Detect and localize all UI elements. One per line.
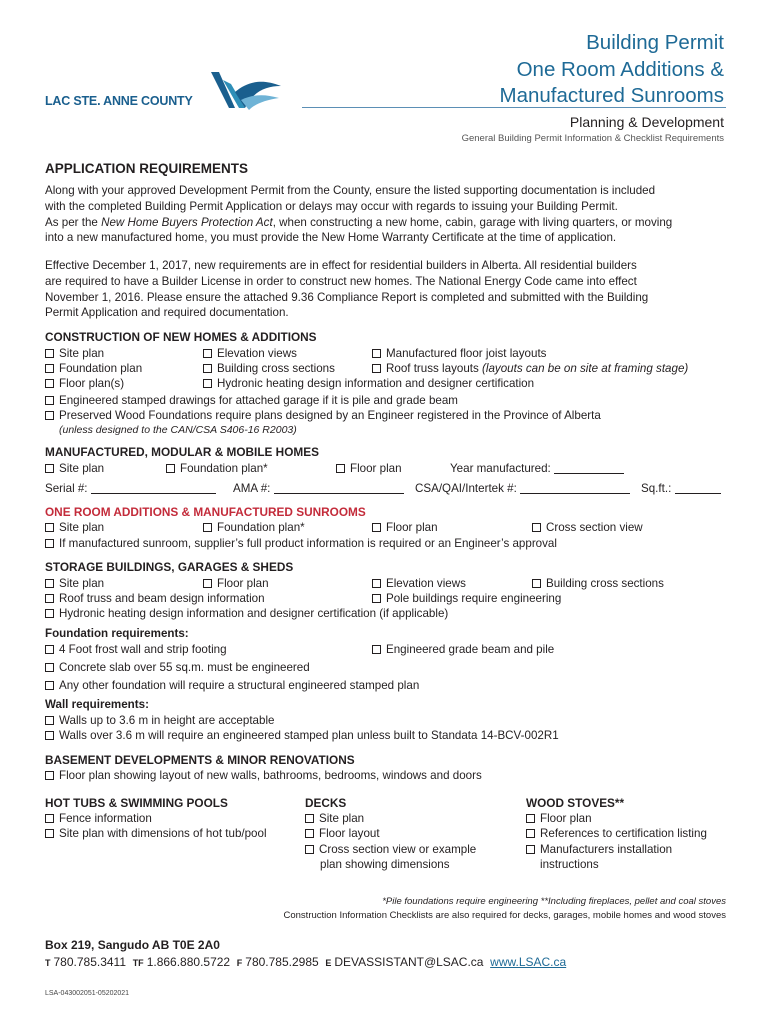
checklist-row xyxy=(526,826,726,841)
checkbox-stove-references[interactable]: References to certification listing xyxy=(526,826,707,841)
checklist-row xyxy=(45,361,730,376)
title-divider xyxy=(302,107,726,108)
csa-number-field[interactable]: CSA/QAI/Intertek #: xyxy=(415,481,630,496)
checkbox-deck-cross-section[interactable]: Cross section view or example xyxy=(305,842,476,857)
checklist-row xyxy=(45,678,730,693)
email-address[interactable]: DEVASSISTANT@LSAC.ca xyxy=(334,955,484,969)
mailing-address: Box 219, Sangudo AB T0E 2A0 xyxy=(45,938,220,952)
requirements-paragraph-2: Effective December 1, 2017, new requirements are in effect for residential builders in Alberta. All residential builders are required to have a Builder License in order to construct new homes. The National Energy Code came into effect November 1, 2016. Please ensure the attached 9.36 Compliance Report is completed and submitted with the Building Permit Application and required documentation. xyxy=(45,259,649,320)
checklist-row xyxy=(305,826,505,841)
checkbox-floor-plans[interactable]: Floor plan(s) xyxy=(45,376,124,391)
checklist-row xyxy=(45,408,730,423)
checkbox-site-plan[interactable]: Site plan xyxy=(45,461,104,476)
checkbox-walls-up[interactable]: Walls up to 3.6 m in height are acceptable xyxy=(45,713,274,728)
checkbox-foundation-plan[interactable]: Foundation plan* xyxy=(166,461,268,476)
document-id: LSA-043002051-05202021 xyxy=(45,990,130,997)
checkbox-concrete-slab[interactable]: Concrete slab over 55 sq.m. must be engineered xyxy=(45,660,310,675)
checkbox-basement-floor-plan[interactable]: Floor plan showing layout of new walls, bathrooms, bedrooms, windows and doors xyxy=(45,768,482,783)
checkbox-frost-wall[interactable]: 4 Foot frost wall and strip footing xyxy=(45,642,227,657)
checkbox-hot-tub-site-plan[interactable]: Site plan with dimensions of hot tub/pool xyxy=(45,826,267,841)
checkbox-walls-over[interactable]: Walls over 3.6 m will require an engineered stamped plan unless built to Standata 14-BCV-002R1 xyxy=(45,728,559,743)
serial-number-field[interactable]: Serial #: xyxy=(45,481,216,496)
checkbox-other-foundation[interactable]: Any other foundation will require a structural engineered stamped plan xyxy=(45,678,419,693)
checklist-note: Construction Information Checklists are also required for decks, garages, mobile homes and wood stoves xyxy=(283,910,726,921)
checkbox-foundation-plan[interactable]: Foundation plan* xyxy=(203,520,305,535)
fax-number: 780.785.2985 xyxy=(245,955,319,969)
checklist-row xyxy=(45,728,730,743)
stove-installation-continued: instructions xyxy=(540,858,599,871)
checklist-row xyxy=(45,393,730,408)
construction-heading: CONSTRUCTION OF NEW HOMES & ADDITIONS xyxy=(45,330,317,344)
footnote: *Pile foundations require engineering **Including fireplaces, pellet and coal stoves xyxy=(382,896,726,907)
checklist-row xyxy=(45,576,730,591)
checkbox-deck-site-plan[interactable]: Site plan xyxy=(305,811,364,826)
checkbox-roof-truss[interactable]: Roof truss layouts (layouts can be on site at framing stage) xyxy=(372,361,688,376)
checkbox-floor-plan[interactable]: Floor plan xyxy=(336,461,402,476)
checklist-row xyxy=(45,536,730,551)
checkbox-building-cross[interactable]: Building cross sections xyxy=(203,361,335,376)
checkbox-elevation-views[interactable]: Elevation views xyxy=(372,576,466,591)
checkbox-floor-plan[interactable]: Floor plan xyxy=(372,520,438,535)
sqft-field[interactable]: Sq.ft.: xyxy=(641,481,721,496)
checkbox-site-plan[interactable]: Site plan xyxy=(45,346,104,361)
checkbox-sunroom-info[interactable]: If manufactured sunroom, supplier’s full product information is required or an Engineer’s approval xyxy=(45,536,557,551)
checkbox-deck-floor-layout[interactable]: Floor layout xyxy=(305,826,380,841)
decks-heading: DECKS xyxy=(305,796,347,810)
checklist-row xyxy=(305,842,505,857)
checkbox-engineered-drawings[interactable]: Engineered stamped drawings for attached garage if it is pile and grade beam xyxy=(45,393,458,408)
ama-number-field[interactable]: AMA #: xyxy=(233,481,404,496)
checklist-row xyxy=(45,811,295,826)
checklist-row xyxy=(526,842,726,857)
checklist-row xyxy=(526,811,726,826)
checkbox-hydronic[interactable]: Hydronic heating design information and designer certification xyxy=(203,376,534,391)
checklist-row xyxy=(45,606,730,621)
checkbox-pole-buildings[interactable]: Pole buildings require engineering xyxy=(372,591,561,606)
county-logo-icon xyxy=(205,64,285,114)
hot-tubs-heading: HOT TUBS & SWIMMING POOLS xyxy=(45,796,228,810)
requirements-paragraph-1: Along with your approved Development Permit from the County, ensure the listed supporting documentation is included with the completed Building Permit Application or delays may occur with regards to issuing your Building Permit. As per the New Home Buyers Protection Act, when constructing a new home, cabin, garage with living quarters, or moving into a new manufactured home, you must provide the New Home Warranty Certificate at the time of application. xyxy=(45,184,673,245)
checklist-row xyxy=(45,461,730,476)
checkbox-stove-floor-plan[interactable]: Floor plan xyxy=(526,811,592,826)
checklist-row xyxy=(45,826,295,841)
checkbox-grade-beam[interactable]: Engineered grade beam and pile xyxy=(372,642,554,657)
basement-heading: BASEMENT DEVELOPMENTS & MINOR RENOVATIONS xyxy=(45,753,355,767)
contact-info: T 780.785.3411 TF 1.866.880.5722 F 780.785.2985 E DEVASSISTANT@LSAC.ca www.LSAC.ca xyxy=(45,955,567,969)
phone-number: 780.785.3411 xyxy=(53,955,127,969)
wood-stoves-heading: WOOD STOVES** xyxy=(526,796,625,810)
toll-free-number: 1.866.880.5722 xyxy=(146,955,231,969)
checkbox-floor-plan[interactable]: Floor plan xyxy=(203,576,269,591)
county-logo-text: LAC STE. ANNE COUNTY xyxy=(45,94,193,108)
checklist-row xyxy=(45,768,730,783)
checkbox-site-plan[interactable]: Site plan xyxy=(45,520,104,535)
website-link[interactable]: www.LSAC.ca xyxy=(490,955,567,969)
year-manufactured-field[interactable]: Year manufactured: xyxy=(450,461,624,476)
checkbox-roof-truss[interactable]: Roof truss and beam design information xyxy=(45,591,265,606)
checkbox-elevation-views[interactable]: Elevation views xyxy=(203,346,297,361)
form-field-row xyxy=(45,481,730,496)
checkbox-floor-joist[interactable]: Manufactured floor joist layouts xyxy=(372,346,546,361)
checklist-row xyxy=(305,811,505,826)
foundation-requirements-heading: Foundation requirements: xyxy=(45,627,189,640)
document-title: Building Permit One Room Additions & Manufactured Sunrooms xyxy=(499,31,724,107)
checklist-row xyxy=(45,346,730,361)
checklist-row xyxy=(45,642,730,657)
checkbox-site-plan[interactable]: Site plan xyxy=(45,576,104,591)
wall-requirements-heading: Wall requirements: xyxy=(45,698,149,711)
deck-cross-section-continued: plan showing dimensions xyxy=(320,858,450,871)
document-subheading: General Building Permit Information & Checklist Requirements xyxy=(461,133,724,144)
checkbox-cross-section[interactable]: Cross section view xyxy=(532,520,643,535)
checklist-row xyxy=(45,376,730,391)
checkbox-fence[interactable]: Fence information xyxy=(45,811,152,826)
checkbox-pwf[interactable]: Preserved Wood Foundations require plans designed by an Engineer registered in the Province of Alberta xyxy=(45,408,601,423)
checkbox-stove-installation[interactable]: Manufacturers installation xyxy=(526,842,672,857)
manufactured-heading: MANUFACTURED, MODULAR & MOBILE HOMES xyxy=(45,445,319,459)
storage-heading: STORAGE BUILDINGS, GARAGES & SHEDS xyxy=(45,560,294,574)
checklist-row xyxy=(45,591,730,606)
pwf-note: (unless designed to the CAN/CSA S406-16 R2003) xyxy=(59,424,297,436)
application-requirements-heading: APPLICATION REQUIREMENTS xyxy=(45,161,249,176)
act-name: New Home Buyers Protection Act xyxy=(101,215,273,229)
one-room-heading: ONE ROOM ADDITIONS & MANUFACTURED SUNROOMS xyxy=(45,505,366,519)
checkbox-building-cross[interactable]: Building cross sections xyxy=(532,576,664,591)
checkbox-foundation-plan[interactable]: Foundation plan xyxy=(45,361,142,376)
department-name: Planning & Development xyxy=(569,114,724,130)
checklist-row xyxy=(45,520,730,535)
checklist-row xyxy=(45,660,730,675)
checklist-row xyxy=(45,713,730,728)
checkbox-hydronic[interactable]: Hydronic heating design information and designer certification (if applicable) xyxy=(45,606,448,621)
